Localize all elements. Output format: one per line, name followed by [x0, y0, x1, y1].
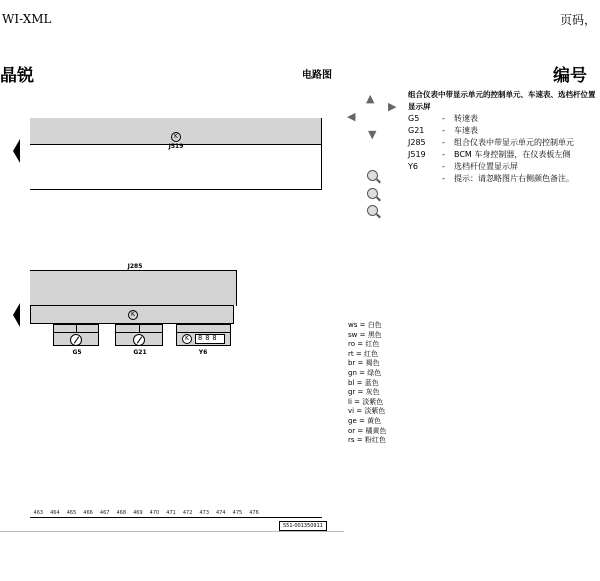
submodule-g21-label: G21	[133, 349, 147, 356]
legend-code: J519	[408, 150, 426, 159]
scale-number: 466	[83, 510, 93, 516]
scale-number: 471	[166, 510, 176, 516]
number-title: 编号	[553, 66, 587, 86]
color-item: or = 橘黄色	[348, 426, 387, 435]
header-app-name: WI-XML	[2, 12, 52, 26]
gauge-icon	[133, 334, 145, 346]
submodule-g5-label: G5	[72, 349, 82, 356]
legend-code	[408, 173, 442, 185]
submodule-y6-label: Y6	[198, 349, 208, 356]
module-j519-lower	[30, 145, 322, 189]
doc-reference: S51-001350911	[279, 521, 327, 531]
legend-item	[408, 161, 600, 173]
zoom-in-icon[interactable]	[367, 170, 378, 181]
module-j285-top	[30, 270, 237, 271]
legend-dash: -	[442, 162, 445, 171]
legend-item	[408, 113, 600, 125]
legend-item	[408, 149, 600, 161]
color-item: ro = 红色	[348, 340, 380, 349]
k-circle-icon: K	[171, 132, 181, 142]
legend-dash: -	[442, 150, 445, 159]
legend-text: 提示：请忽略图片右侧颜色备注。	[454, 174, 574, 183]
scale-number: 467	[99, 510, 110, 516]
color-abbreviation-list	[348, 321, 386, 446]
legend-code: Y6	[408, 162, 418, 171]
legend-title: 组合仪表中带显示单元的控制单元、车速表、选档杆位置显示屏	[408, 90, 596, 111]
module-j519-bottom	[30, 189, 322, 190]
k-circle-icon: K	[128, 310, 138, 320]
legend-code: G5	[408, 114, 420, 123]
color-item: br = 褐色	[348, 359, 380, 368]
scale-number: 475	[232, 510, 243, 516]
arrow-left-icon	[13, 303, 20, 327]
module-j285-right-edge	[236, 270, 237, 306]
legend-code: G21	[408, 126, 425, 135]
digit-display-value: 888	[198, 334, 220, 342]
legend-item	[408, 137, 600, 149]
k-circle-icon: K	[182, 334, 192, 344]
scale-number: 472	[182, 510, 193, 516]
scale-row	[30, 510, 262, 516]
legend-dash: -	[442, 114, 445, 123]
scale-number: 465	[66, 510, 77, 516]
legend-item	[408, 125, 600, 137]
submodule-g5-divider	[76, 324, 77, 332]
legend-note	[408, 173, 600, 185]
scale-baseline	[30, 517, 322, 518]
arrow-up-icon[interactable]: ▲	[366, 92, 375, 105]
submodule-g21-divider	[139, 324, 140, 332]
brand-title: 晶锐	[0, 66, 34, 86]
scale-number: 463	[33, 510, 44, 516]
color-item: rt = 红色	[348, 349, 378, 358]
bottom-divider	[0, 531, 344, 532]
zoom-reset-icon[interactable]	[367, 205, 378, 216]
arrow-down-icon[interactable]: ▼	[368, 128, 377, 141]
color-item: gr = 灰色	[348, 388, 380, 397]
color-item: sw = 黑色	[348, 330, 382, 339]
legend-dash: -	[442, 174, 445, 183]
legend-text: 选档杆位置显示屏	[454, 162, 518, 171]
scale-number: 474	[216, 510, 226, 516]
scale-number: 473	[199, 510, 209, 516]
color-item: ws = 白色	[348, 321, 382, 329]
legend-text: 车速表	[454, 126, 478, 135]
gauge-icon	[70, 334, 82, 346]
module-j519-label: J519	[168, 143, 184, 150]
scale-number: 476	[249, 510, 259, 516]
legend-text: BCM 车身控制器，在仪表板左侧	[454, 150, 571, 159]
legend-text: 转速表	[454, 114, 478, 123]
scale-number: 469	[133, 510, 143, 516]
module-j519-right-edge	[321, 118, 322, 190]
arrow-left-icon	[13, 139, 20, 163]
legend-dash: -	[442, 138, 445, 147]
color-item: ge = 黄色	[348, 416, 382, 425]
scale-number: 464	[50, 510, 60, 516]
color-item: bl = 蓝色	[348, 378, 379, 387]
scale-number: 468	[116, 510, 127, 516]
legend-dash: -	[442, 126, 445, 135]
legend-code: J285	[408, 138, 426, 147]
color-item: rs = 粉红色	[348, 436, 386, 445]
color-item: vi = 淡紫色	[348, 407, 386, 416]
zoom-out-icon[interactable]	[367, 188, 378, 199]
legend-text: 组合仪表中带显示单元的控制单元	[454, 138, 574, 147]
module-j285-label: J285	[127, 263, 143, 270]
diagram-title: 电路图	[302, 70, 332, 81]
arrow-right-icon[interactable]: ▶	[388, 100, 397, 113]
color-item: li = 淡紫色	[348, 397, 384, 406]
scale-number: 470	[149, 510, 160, 516]
color-item: gn = 绿色	[348, 368, 382, 377]
header-page-label: 页码，	[559, 13, 596, 27]
arrow-left-icon[interactable]: ◀	[347, 110, 356, 123]
component-legend	[408, 89, 600, 185]
module-j285-box	[30, 270, 237, 305]
